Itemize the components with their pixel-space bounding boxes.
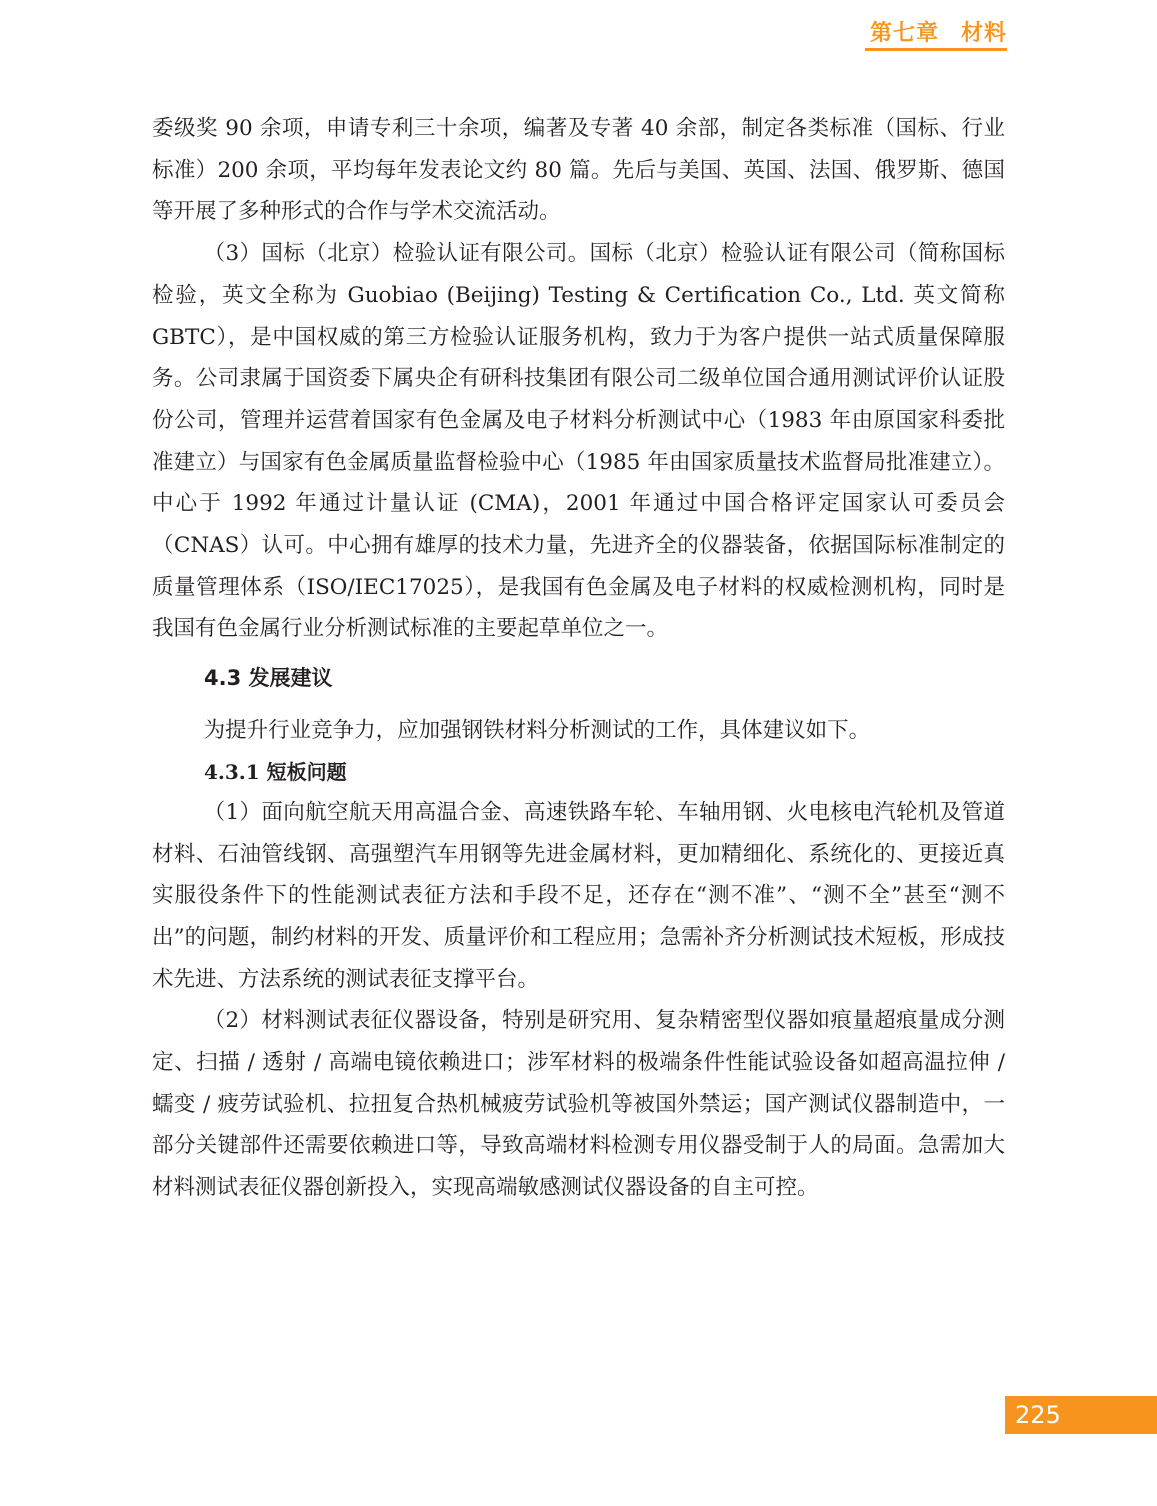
paragraph-1: 委级奖 90 余项，申请专利三十余项，编著及专著 40 余部，制定各类标准（国标、行业标准）200 余项，平均每年发表论文约 80 篇。先后与美国、英国、法国、俄罗斯、德国等开展了多种形式的合作与学术交流活动。 <box>152 116 1005 225</box>
section-heading-4-3: 4.3 发展建议 <box>204 666 333 691</box>
paragraph-5: （2）材料测试表征仪器设备，特别是研究用、复杂精密型仪器如痕量超痕量成分测定、扫描 / 透射 / 高端电镜依赖进口；涉军材料的极端条件性能试验设备如超高温拉伸 / 蠕变 / 疲劳试验机、拉扭复合热机械疲劳试验机等被国外禁运；国产测试仪器制造中，一部分关键部件还需要依赖进口等，导致高端材料检测专用仪器受制于人的局面。急需加大材料测试表征仪器创新投入，实现高端敏感测试仪器设备的自主可控。 <box>152 1008 1005 1201</box>
page-body <box>152 108 1005 1209</box>
paragraph-4: （1）面向航空航天用高温合金、高速铁路车轮、车轴用钢、火电核电汽轮机及管道材料、石油管线钢、高强塑汽车用钢等先进金属材料，更加精细化、系统化的、更接近真实服役条件下的性能测试表征方法和手段不足，还存在“测不准”、“测不全”甚至“测不出”的问题，制约材料的开发、质量评价和工程应用；急需补齐分析测试技术短板，形成技术先进、方法系统的测试表征支撑平台。 <box>152 799 1005 992</box>
page-number: 225 <box>1005 1396 1157 1434</box>
chapter-title: 材料 <box>960 21 1007 46</box>
paragraph-2: （3）国标（北京）检验认证有限公司。国标（北京）检验认证有限公司（简称国标检验，英文全称为 Guobiao (Beijing) Testing & Certification Co., Ltd. 英文简称 GBTC），是中国权威的第三方检验认证服务机构，致力于为客户提供一站式质量保障服务。公司隶属于国资委下属央企有研科技集团有限公司二级单位国合通用测试评价认证股份公司，管理并运营着国家有色金属及电子材料分析测试中心（1983 年由原国家科委批准建立）与国家有色金属质量监督检验中心（1985 年由国家质量技术监督局批准建立）。中心于 1992 年通过计量认证 (CMA)，2001 年通过中国合格评定国家认可委员会（CNAS）认可。中心拥有雄厚的技术力量，先进齐全的仪器装备，依据国际标准制定的质量管理体系（ISO/IEC17025），是我国有色金属及电子材料的权威检测机构，同时是我国有色金属行业分析测试标准的主要起草单位之一。 <box>152 241 1005 642</box>
paragraph-3: 为提升行业竞争力，应加强钢铁材料分析测试的工作，具体建议如下。 <box>203 718 871 744</box>
chapter-number: 第七章 <box>869 21 939 46</box>
subsection-heading-4-3-1: 4.3.1 短板问题 <box>204 759 347 784</box>
chapter-header-rule <box>865 48 1007 51</box>
chapter-header <box>870 16 1007 47</box>
